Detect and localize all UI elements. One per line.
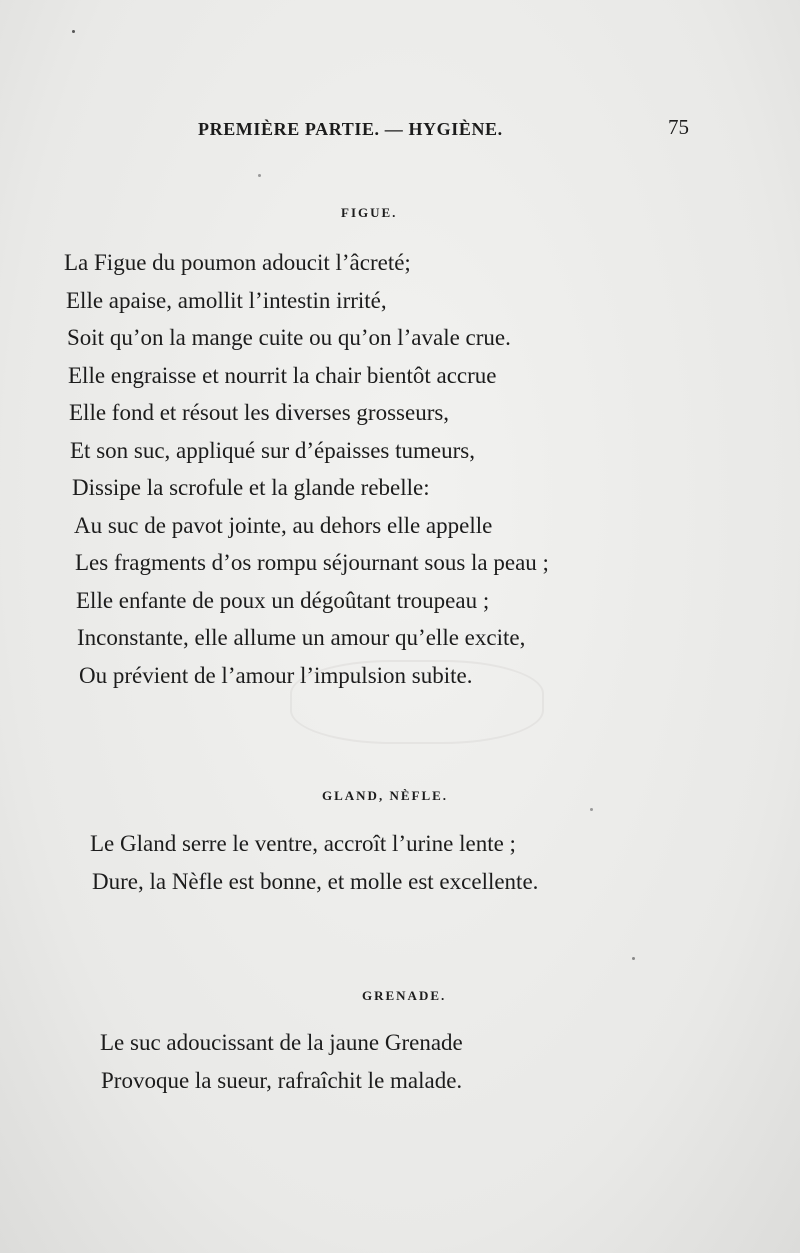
verse-line: Inconstante, elle allume un amour qu’elle excite,: [77, 625, 526, 650]
verse-line: Soit qu’on la mange cuite ou qu’on l’avale crue.: [67, 325, 511, 350]
ink-speck: [258, 174, 261, 177]
verse-line: Elle engraisse et nourrit la chair bientôt accrue: [68, 362, 497, 388]
verse-line: La Figue du poumon adoucit l’âcreté;: [64, 250, 411, 275]
verse-line: Provoque la sueur, rafraîchit le malade.: [101, 1067, 463, 1093]
verse-grenade: [100, 1024, 463, 1099]
ink-speck: [590, 808, 593, 811]
verse-line: Le suc adoucissant de la jaune Grenade: [100, 1030, 463, 1055]
ink-speck: [632, 957, 635, 960]
section-title-grenade: GRENADE.: [362, 988, 447, 1003]
section-title-gland-nefle: GLAND, NÈFLE.: [322, 788, 449, 803]
verse-line: Les fragments d’os rompu séjournant sous la peau ;: [75, 550, 549, 575]
page-number: 75: [668, 115, 689, 139]
verse-line: Dure, la Nèfle est bonne, et molle est excellente.: [92, 868, 539, 894]
verse-line: Et son suc, appliqué sur d’épaisses tumeurs,: [70, 437, 475, 463]
verse-line: Elle fond et résout les diverses grosseurs,: [69, 400, 450, 425]
running-title: PREMIÈRE PARTIE. — HYGIÈNE.: [198, 119, 503, 139]
verse-figue: [64, 244, 549, 694]
running-head: [0, 113, 800, 143]
verse-line: Elle enfante de poux un dégoûtant troupeau ;: [76, 587, 490, 613]
verse-gland-nefle: [90, 825, 538, 900]
verse-line: Le Gland serre le ventre, accroît l’urine lente ;: [90, 831, 516, 856]
verse-line: Au suc de pavot jointe, au dehors elle appelle: [74, 512, 493, 538]
verse-line: Dissipe la scrofule et la glande rebelle:: [72, 475, 430, 500]
verse-line: Ou prévient de l’amour l’impulsion subite.: [79, 662, 473, 688]
ink-speck: [72, 30, 75, 33]
section-title-figue: FIGUE.: [341, 205, 398, 220]
verse-line: Elle apaise, amollit l’intestin irrité,: [66, 287, 387, 313]
